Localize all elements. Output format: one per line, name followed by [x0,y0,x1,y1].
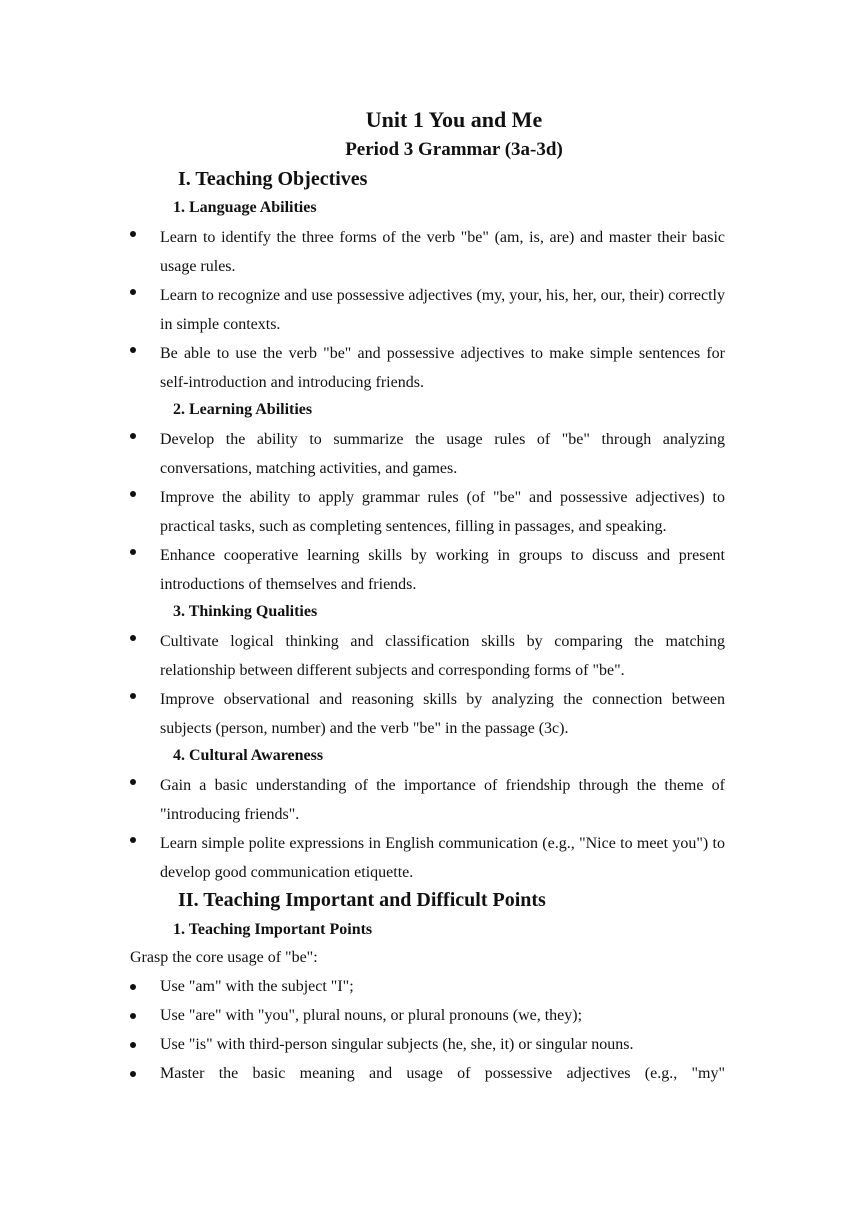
bullet-icon [130,1013,136,1019]
subheading-teaching-important-points: 1. Teaching Important Points [173,921,373,938]
section-heading-important-difficult-points: II. Teaching Important and Difficult Points [178,889,546,911]
list-item [130,771,725,829]
list-item [130,339,725,397]
bullet-icon [130,779,136,785]
document-subtitle: Period 3 Grammar (3a-3d) [345,139,563,160]
list-item-text: Be able to use the verb "be" and possessive adjectives to make simple sentences for self-introduction and introducing friends. [160,345,725,391]
list-item-text: Use "am" with the subject "I"; [160,978,354,995]
list-item-text: Use "is" with third-person singular subjects (he, she, it) or singular nouns. [160,1036,634,1053]
list-item [130,627,725,685]
bullet-icon [130,1071,136,1077]
bullet-icon [130,491,136,497]
intro-text: Grasp the core usage of "be": [130,949,318,966]
list-item [130,541,725,599]
list-item-text: Gain a basic understanding of the importance of friendship through the theme of "introducing friends". [160,777,725,823]
bullet-icon [130,549,136,555]
list-item-text: Improve the ability to apply grammar rules (of "be" and possessive adjectives) to practical tasks, such as completing sentences, filling in passages, and speaking. [160,489,725,535]
bullet-icon [130,347,136,353]
bullet-icon [130,837,136,843]
list-item-text: Master the basic meaning and usage of possessive adjectives (e.g., "my" [160,1065,725,1082]
list-item [130,483,725,541]
list-item [130,685,725,743]
list-item [130,1034,725,1056]
list-item [130,976,725,998]
list-item-text: Learn to recognize and use possessive adjectives (my, your, his, her, our, their) correctly in simple contexts. [160,287,725,333]
bullet-icon [130,433,136,439]
list-item [130,1005,725,1027]
bullet-icon [130,1042,136,1048]
list-item [130,425,725,483]
subheading-learning-abilities: 2. Learning Abilities [173,401,313,418]
bullet-icon [130,693,136,699]
document-title: Unit 1 You and Me [365,107,543,132]
list-item [130,829,725,887]
list-item-text: Learn simple polite expressions in English communication (e.g., "Nice to meet you") to develop good communication etiquette. [160,835,725,881]
subheading-cultural-awareness: 4. Cultural Awareness [173,747,324,764]
bullet-icon [130,984,136,990]
subheading-thinking-qualities: 3. Thinking Qualities [173,603,318,620]
bullet-icon [130,289,136,295]
bullet-icon [130,635,136,641]
bullet-icon [130,231,136,237]
list-item [130,223,725,281]
list-item-text: Improve observational and reasoning skills by analyzing the connection between subjects (person, number) and the verb "be" in the passage (3c). [160,691,725,737]
list-item-text: Cultivate logical thinking and classification skills by comparing the matching relationship between different subjects and corresponding forms of "be". [160,633,725,679]
list-item-text: Develop the ability to summarize the usage rules of "be" through analyzing conversations, matching activities, and games. [160,431,725,477]
list-item [130,1063,725,1085]
list-item-text: Enhance cooperative learning skills by working in groups to discuss and present introductions of themselves and friends. [160,547,725,593]
list-item [130,281,725,339]
list-item-text: Use "are" with "you", plural nouns, or plural pronouns (we, they); [160,1007,583,1024]
subheading-language-abilities: 1. Language Abilities [173,199,317,216]
list-item-text: Learn to identify the three forms of the verb "be" (am, is, are) and master their basic usage rules. [160,229,725,275]
section-heading-teaching-objectives: I. Teaching Objectives [178,168,368,190]
